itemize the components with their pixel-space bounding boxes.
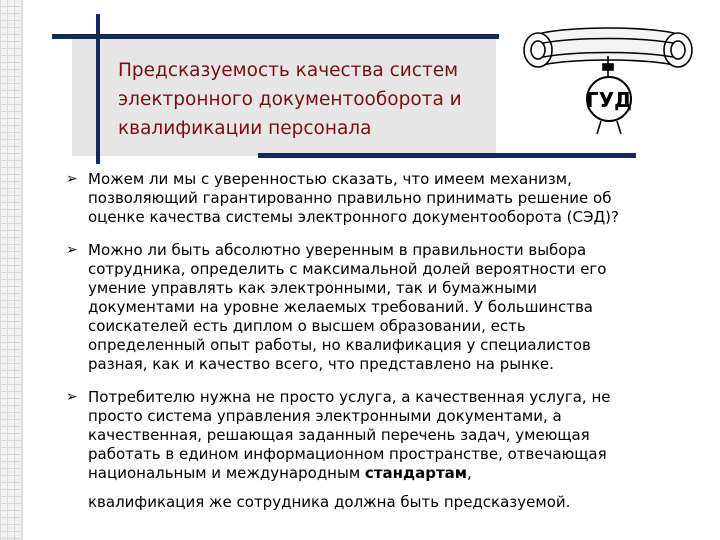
text-line — [88, 464, 686, 483]
text-line: позволяющий гарантированно правильно принимать решение об — [88, 189, 612, 207]
scroll-icon — [508, 4, 708, 146]
text-line: Можем ли мы с уверенностью сказать, что имеем механизм, — [88, 170, 572, 188]
text-line: сотрудника, определить с максимальной долей вероятности его — [88, 260, 607, 278]
text-line: умение управлять как электронными, так и бумажными — [88, 279, 537, 297]
text-line: соискателей есть диплом о высшем образовании, есть — [88, 317, 526, 335]
text-line: документами на уровне желаемых требований. У большинства — [88, 298, 593, 316]
arrow-bullet-icon: ➢ — [66, 242, 78, 258]
arrow-bullet-icon: ➢ — [66, 389, 78, 405]
text-line: качественная, решающая заданный перечень задач, умеющая — [88, 426, 590, 444]
decorative-side-strip — [0, 0, 23, 540]
emblem-label: ГУД — [586, 88, 632, 112]
slide-title-line: электронного документооборота и — [118, 89, 462, 110]
bullet-list — [66, 170, 686, 526]
title-vertical-rule — [96, 14, 100, 164]
text-line: Можно ли быть абсолютно уверенным в правильности выбора — [88, 241, 587, 259]
emphasized-word: стандартам — [364, 464, 468, 482]
list-item — [66, 241, 686, 374]
slide-title-line: квалификации персонала — [118, 118, 372, 139]
bullet-text — [88, 170, 686, 227]
bullet-text — [88, 241, 686, 374]
text-line: работать в едином информационном пространстве, отвечающая — [88, 445, 607, 463]
arrow-bullet-icon: ➢ — [66, 171, 78, 187]
list-item — [66, 170, 686, 227]
bullet-text — [88, 388, 686, 512]
text-line: оценке качества системы электронного документооборота (СЭД)? — [88, 208, 619, 226]
text-run: , — [467, 464, 472, 482]
slide-title — [118, 56, 498, 143]
text-line: определенный опыт работы, но квалификация у специалистов — [88, 336, 591, 354]
text-line: квалификация же сотрудника должна быть предсказуемой. — [88, 493, 571, 511]
title-bottom-rule — [258, 153, 636, 158]
text-line: просто система управления электронными документами, а — [88, 407, 562, 425]
title-top-rule — [52, 34, 499, 39]
slide-title-line: Предсказуемость качества систем — [118, 60, 459, 81]
text-line: Потребителю нужна не просто услуга, а качественная услуга, не — [88, 388, 611, 406]
text-line: разная, как и качество всего, что представлено на рынке. — [88, 355, 554, 373]
list-item — [66, 388, 686, 512]
text-run: национальным и международным — [88, 464, 365, 482]
